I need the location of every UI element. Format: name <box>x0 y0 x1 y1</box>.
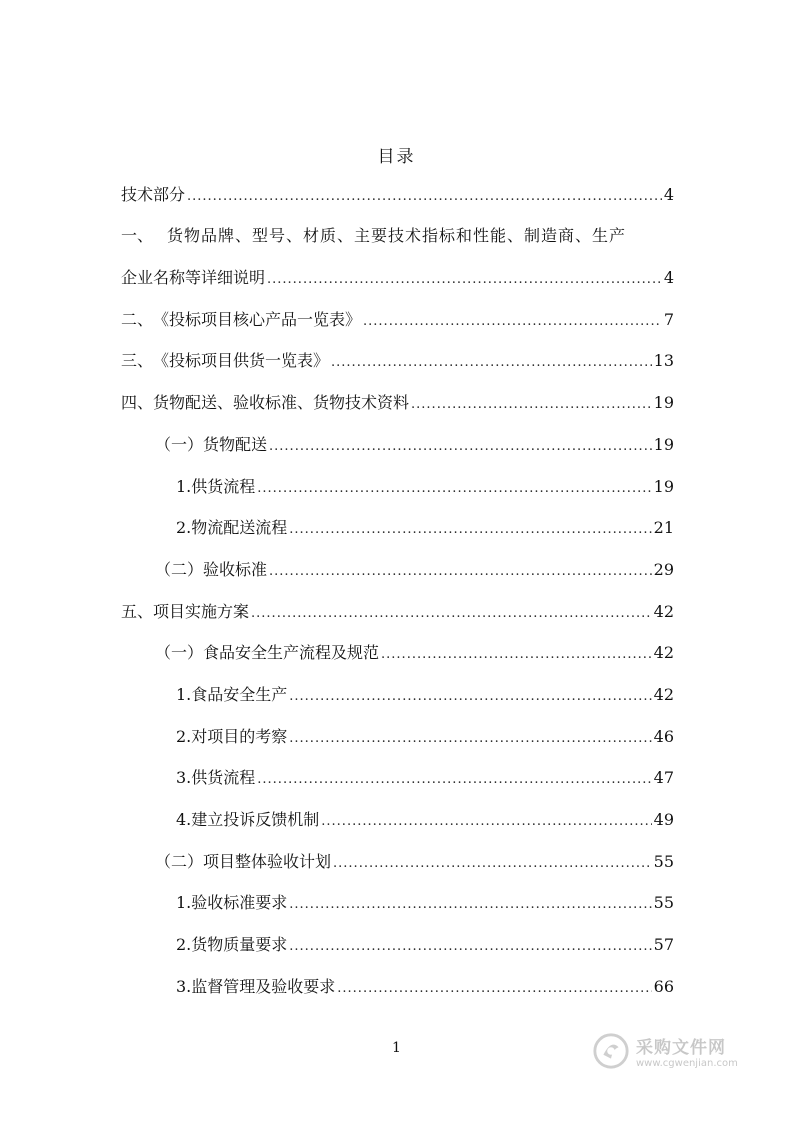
dot-leader <box>289 894 651 916</box>
dot-leader <box>289 519 651 541</box>
toc-entry-text: 对项目的考察 <box>191 727 288 746</box>
watermark-url: www.cgwenjian.com <box>636 1058 738 1069</box>
dot-leader <box>411 394 652 416</box>
toc-page-number: 47 <box>653 768 674 787</box>
dot-leader <box>187 186 662 208</box>
toc-page-number: 4 <box>663 185 674 204</box>
toc-entry-number: 4. <box>176 810 192 829</box>
toc-entry-text: 《投标项目核心产品一览表》 <box>153 310 362 329</box>
toc-entry-5-1-1[interactable] <box>176 684 674 706</box>
dot-leader <box>337 978 651 1000</box>
toc-entry-1[interactable] <box>121 225 674 247</box>
toc-entry-1-cont[interactable] <box>121 267 674 289</box>
toc-entry-number: 2. <box>176 518 192 537</box>
toc-entry-number: （二） <box>155 852 204 871</box>
toc-page-number: 42 <box>653 685 674 704</box>
toc-entry-5-1-2[interactable] <box>176 726 674 748</box>
toc-entry-4-1-2[interactable] <box>176 517 674 539</box>
toc-entry-number: 四、 <box>121 393 154 412</box>
toc-entry-number: 3. <box>176 768 192 787</box>
toc-entry-4-1-1[interactable] <box>176 476 674 498</box>
dot-leader <box>289 686 651 708</box>
toc-entry-5-1-4[interactable] <box>176 809 674 831</box>
dot-leader <box>257 478 651 500</box>
dot-leader <box>251 603 652 625</box>
toc-page-number: 21 <box>653 518 674 537</box>
dot-leader <box>289 936 651 958</box>
toc-page-number: 19 <box>653 477 674 496</box>
toc-entry-4-1[interactable] <box>155 434 674 456</box>
toc-entry-text: 货物配送 <box>203 435 268 454</box>
toc-entry-number: 1. <box>176 477 192 496</box>
dot-leader <box>331 352 652 374</box>
toc-page-number: 46 <box>653 727 674 746</box>
toc-entry-text: 企业名称等详细说明 <box>121 268 266 287</box>
toc-entry-number: 3. <box>176 977 192 996</box>
toc-page-number: 13 <box>653 351 674 370</box>
toc-entry-text: 货物品牌、型号、材质、主要技术指标和性能、制造商、生产 <box>167 226 627 245</box>
toc-entry-text: 供货流程 <box>191 477 256 496</box>
toc-entry-text: 项目整体验收计划 <box>203 852 332 871</box>
toc-entry-number: 三、 <box>121 351 154 370</box>
watermark-main: 采购文件网 <box>636 1038 726 1058</box>
toc-entry-text: 供货流程 <box>191 768 256 787</box>
dot-leader <box>363 311 662 333</box>
toc-entry-4[interactable] <box>121 392 674 414</box>
toc-page-number: 7 <box>663 310 674 329</box>
toc-entry-text: 食品安全生产 <box>191 685 288 704</box>
toc-page-number: 49 <box>653 810 674 829</box>
toc-entry-technical[interactable] <box>121 184 674 206</box>
toc-entry-text: 技术部分 <box>121 185 186 204</box>
toc-entry-text: 验收标准 <box>203 560 268 579</box>
toc-entry-5-1[interactable] <box>155 642 674 664</box>
toc-entry-number: 1. <box>176 685 192 704</box>
watermark-logo-icon <box>592 1032 630 1070</box>
toc-entry-text: 货物质量要求 <box>191 935 288 954</box>
dot-leader <box>269 561 652 583</box>
toc-entry-text: 食品安全生产流程及规范 <box>203 643 380 662</box>
toc-entry-4-2[interactable] <box>155 559 674 581</box>
watermark <box>592 1028 752 1074</box>
toc-page-number: 19 <box>653 435 674 454</box>
toc-entry-5[interactable] <box>121 601 674 623</box>
dot-leader <box>381 644 652 666</box>
toc-entry-number: 二、 <box>121 310 154 329</box>
toc-page-number: 29 <box>653 560 674 579</box>
toc-page-number: 4 <box>663 268 674 287</box>
dot-leader <box>321 811 651 833</box>
toc-entry-2[interactable] <box>121 309 674 331</box>
toc-entry-text: 项目实施方案 <box>153 602 250 621</box>
page-number: 1 <box>392 1040 401 1056</box>
toc-entry-number: 2. <box>176 935 192 954</box>
toc-entry-number: 一、 <box>121 226 154 245</box>
toc-entry-text: 货物配送、验收标准、货物技术资料 <box>153 393 410 412</box>
toc-entry-number: （一） <box>155 643 204 662</box>
toc-entry-5-2[interactable] <box>155 851 674 873</box>
toc-entry-text: 监督管理及验收要求 <box>191 977 336 996</box>
toc-page-number: 55 <box>653 852 674 871</box>
toc-page-number: 42 <box>653 643 674 662</box>
dot-leader <box>289 728 651 750</box>
toc-entry-5-2-3[interactable] <box>176 976 674 998</box>
toc-entry-text: 验收标准要求 <box>191 893 288 912</box>
dot-leader <box>269 436 652 458</box>
watermark-text <box>636 1033 738 1069</box>
toc-entry-5-1-3[interactable] <box>176 767 674 789</box>
toc-entry-text: 建立投诉反馈机制 <box>191 810 320 829</box>
toc-title: 目录 <box>377 147 416 167</box>
dot-leader <box>267 269 662 291</box>
toc-entry-number: （一） <box>155 435 204 454</box>
dot-leader <box>333 853 652 875</box>
toc-entry-number: 2. <box>176 727 192 746</box>
dot-leader <box>257 769 651 791</box>
toc-entry-number: （二） <box>155 560 204 579</box>
toc-entry-number: 1. <box>176 893 192 912</box>
toc-page-number: 42 <box>653 602 674 621</box>
toc-entry-text: 《投标项目供货一览表》 <box>153 351 330 370</box>
toc-entry-number: 五、 <box>121 602 154 621</box>
toc-entry-3[interactable] <box>121 350 674 372</box>
toc-page-number: 19 <box>653 393 674 412</box>
toc-entry-text: 物流配送流程 <box>191 518 288 537</box>
toc-entry-5-2-2[interactable] <box>176 934 674 956</box>
toc-page-number: 57 <box>653 935 674 954</box>
toc-page-number: 66 <box>653 977 674 996</box>
toc-entry-5-2-1[interactable] <box>176 892 674 914</box>
toc-page-number: 55 <box>653 893 674 912</box>
